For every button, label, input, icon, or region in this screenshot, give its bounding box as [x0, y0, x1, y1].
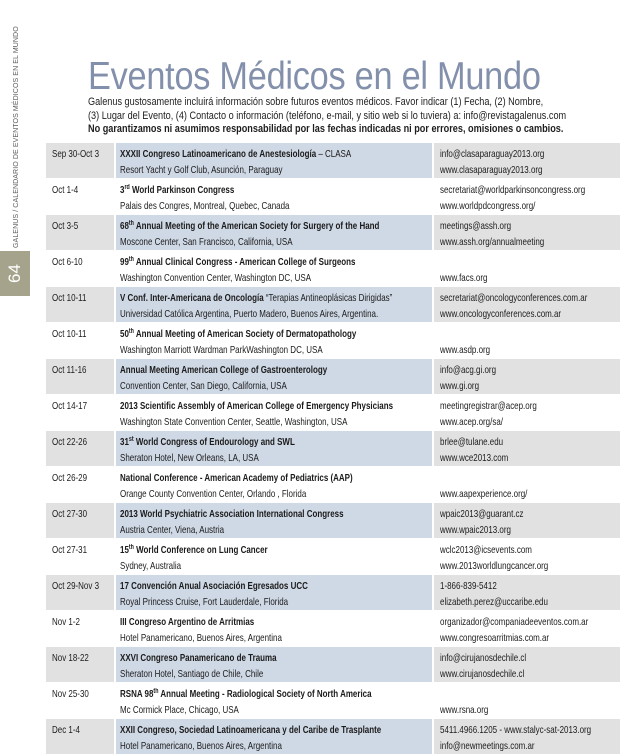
event-date: Oct 22-26 [52, 436, 88, 448]
event-title-prefix: 31 [120, 436, 129, 448]
event-title-name: V Conf. Inter-Americana de Oncología [120, 292, 264, 304]
event-title-name: XXII Congreso, Sociedad Latinoamericana y del Caribe de Trasplante [120, 724, 382, 736]
event-website: www.oncologyconferences.com.ar [440, 308, 562, 320]
page-title: Eventos Médicos en el Mundo [88, 55, 541, 98]
event-title [120, 470, 424, 486]
event-email: info@acg.gi.org [440, 364, 497, 376]
event-email [440, 686, 620, 702]
event-venue: Royal Princess Cruise, Fort Lauderdale, Florida [120, 596, 289, 608]
event-email: 1-866-839-5412 [440, 580, 497, 592]
event-info-cell [116, 683, 432, 718]
event-title-name: World Conference on Lung Cancer [133, 544, 268, 556]
event-title [120, 146, 424, 162]
event-info-cell [116, 323, 432, 358]
event-venue: Washington Marriott Wardman ParkWashington DC, USA [120, 344, 323, 356]
page-number: 64 [5, 264, 24, 283]
event-website: www.clasaparaguay2013.org [440, 164, 543, 176]
event-website: www.gi.org [440, 380, 480, 392]
event-row [46, 251, 620, 286]
event-title-subtitle: – CLASA [316, 148, 352, 160]
event-email: secretariat@oncologyconferences.com.ar [440, 292, 588, 304]
event-title-name: XXXII Congreso Latinoamericano de Anestesiología [120, 148, 317, 160]
event-title-name: National Conference - American Academy of Pediatrics (AAP) [120, 472, 353, 484]
event-contact-cell [434, 575, 620, 610]
event-contact-cell [434, 647, 620, 682]
event-date-cell [46, 719, 114, 754]
event-title-ordinal: th [153, 688, 159, 695]
event-website: www.facs.org [440, 272, 488, 284]
event-contact-cell [434, 395, 620, 430]
event-title-name: 2013 World Psychiatric Association International Congress [120, 508, 344, 520]
event-website: www.wpaic2013.org [440, 524, 511, 536]
event-title [120, 182, 424, 198]
event-date: Oct 10-11 [52, 292, 87, 304]
event-info-cell [116, 539, 432, 574]
event-row [46, 647, 620, 682]
event-row [46, 719, 620, 754]
event-website: www.wce2013.com [440, 452, 509, 464]
event-email: secretariat@worldparkinsoncongress.org [440, 184, 586, 196]
event-title-ordinal: th [128, 544, 134, 551]
event-date-cell [46, 323, 114, 358]
event-contact-cell [434, 611, 620, 646]
event-title-subtitle: “Terapias Antineoplásicas Dirigidas” [263, 292, 393, 304]
event-website: www.asdp.org [440, 344, 491, 356]
event-venue: Convention Center, San Diego, California, USA [120, 380, 287, 392]
event-title [120, 542, 424, 558]
event-website: www.rsna.org [440, 704, 489, 716]
event-info-cell [116, 503, 432, 538]
event-date-cell [46, 539, 114, 574]
event-title-ordinal: st [128, 436, 134, 443]
running-head: GALENUS / CALENDARIO DE EVENTOS MÉDICOS EN EL MUNDO [13, 26, 20, 248]
event-row [46, 503, 620, 538]
event-email: wclc2013@icsevents.com [440, 544, 532, 556]
event-contact-cell [434, 503, 620, 538]
event-website: www.acep.org/sa/ [440, 416, 503, 428]
event-venue: Austria Center, Viena, Austria [120, 524, 225, 536]
event-title-ordinal: rd [124, 184, 130, 191]
event-contact-cell [434, 467, 620, 502]
event-title [120, 254, 424, 270]
event-email: brlee@tulane.edu [440, 436, 504, 448]
event-date: Oct 26-29 [52, 472, 88, 484]
event-email [440, 326, 620, 342]
event-date-cell [46, 467, 114, 502]
event-title-name: 2013 Scientific Assembly of American College of Emergency Physicians [120, 400, 394, 412]
event-contact-cell [434, 683, 620, 718]
event-title-name: Annual Meeting - Radiological Society of North America [158, 688, 372, 700]
event-title-prefix: 3 [120, 184, 125, 196]
event-title-name: World Parkinson Congress [129, 184, 235, 196]
event-row [46, 611, 620, 646]
event-row [46, 683, 620, 718]
event-date: Oct 27-30 [52, 508, 88, 520]
intro-line-2: (3) Lugar del Evento, (4) Contacto o información (teléfono, e-mail, y sitio web si lo tuviera) a: info@revistagalenus.com [88, 109, 567, 122]
event-website: www.worldpdcongress.org/ [440, 200, 536, 212]
event-title-name: Annual Meeting American College of Gastroenterology [120, 364, 328, 376]
event-date-cell [46, 215, 114, 250]
event-contact-cell [434, 359, 620, 394]
event-date-cell [46, 503, 114, 538]
event-website: www.aapexperience.org/ [440, 488, 528, 500]
event-contact-cell [434, 719, 620, 754]
event-venue: Washington Convention Center, Washington DC, USA [120, 272, 312, 284]
event-venue: Moscone Center, San Francisco, California, USA [120, 236, 293, 248]
event-row [46, 359, 620, 394]
event-date-cell [46, 683, 114, 718]
event-row [46, 287, 620, 322]
event-title [120, 614, 424, 630]
event-title [120, 362, 424, 378]
event-date: Oct 1-4 [52, 184, 79, 196]
event-title [120, 686, 424, 702]
event-contact-cell [434, 215, 620, 250]
event-date-cell [46, 143, 114, 178]
event-date: Oct 10-11 [52, 328, 87, 340]
event-venue: Hotel Panamericano, Buenos Aires, Argentina [120, 740, 282, 752]
event-email: organizador@companiadeeventos.com.ar [440, 616, 589, 628]
intro-line-1: Galenus gustosamente incluirá información sobre futuros eventos médicos. Favor indicar (1) Fecha, (2) Nombre, [88, 96, 544, 108]
event-title-ordinal: th [128, 328, 134, 335]
event-date: Oct 29-Nov 3 [52, 580, 100, 592]
event-date: Oct 6-10 [52, 256, 83, 268]
event-info-cell [116, 647, 432, 682]
event-date: Nov 1-2 [52, 616, 80, 628]
event-venue: Washington State Convention Center, Seattle, Washington, USA [120, 416, 348, 428]
event-info-cell [116, 395, 432, 430]
event-title [120, 434, 424, 450]
intro-text [88, 95, 620, 136]
event-date: Oct 11-16 [52, 364, 87, 376]
event-title-name: XXVI Congreso Panamericano de Trauma [120, 652, 277, 664]
event-info-cell [116, 575, 432, 610]
event-title [120, 506, 424, 522]
event-date-cell [46, 611, 114, 646]
event-date: Sep 30-Oct 3 [52, 148, 100, 160]
event-venue: Orange County Convention Center, Orlando , Florida [120, 488, 307, 500]
events-table [46, 143, 620, 753]
event-website: www.congresoarritmias.com.ar [440, 632, 550, 644]
event-title [120, 218, 424, 234]
event-venue: Sydney, Australia [120, 560, 182, 572]
event-title-name: Annual Clinical Congress - American College of Surgeons [133, 256, 356, 268]
event-contact-cell [434, 287, 620, 322]
event-email: meetingregistrar@acep.org [440, 400, 537, 412]
event-email: info@cirujanosdechile.cl [440, 652, 527, 664]
event-title-name: Annual Meeting of American Society of Dermatopathology [133, 328, 357, 340]
event-info-cell [116, 431, 432, 466]
event-venue: Hotel Panamericano, Buenos Aires, Argentina [120, 632, 282, 644]
event-contact-cell [434, 251, 620, 286]
event-venue: Sheraton Hotel, New Orleans, LA, USA [120, 452, 259, 464]
event-date-cell [46, 179, 114, 214]
event-contact-cell [434, 323, 620, 358]
event-info-cell [116, 179, 432, 214]
event-row [46, 179, 620, 214]
event-date-cell [46, 395, 114, 430]
event-info-cell [116, 719, 432, 754]
event-date: Dec 1-4 [52, 724, 80, 736]
event-info-cell [116, 215, 432, 250]
event-venue: Palais des Congres, Montreal, Quebec, Canada [120, 200, 290, 212]
event-date: Nov 25-30 [52, 688, 89, 700]
event-title-prefix: 50 [120, 328, 129, 340]
event-info-cell [116, 359, 432, 394]
event-email: info@clasaparaguay2013.org [440, 148, 545, 160]
event-row [46, 323, 620, 358]
event-website: www.2013worldlungcancer.org [440, 560, 549, 572]
event-title-ordinal: th [128, 220, 134, 227]
event-info-cell [116, 611, 432, 646]
event-title-prefix: 99 [120, 256, 129, 268]
event-email: meetings@assh.org [440, 220, 512, 232]
event-contact-cell [434, 179, 620, 214]
event-row [46, 431, 620, 466]
event-date-cell [46, 575, 114, 610]
event-title [120, 290, 424, 306]
event-venue: Sheraton Hotel, Santiago de Chile, Chile [120, 668, 264, 680]
event-title [120, 326, 424, 342]
event-title [120, 650, 424, 666]
event-contact-cell [434, 539, 620, 574]
event-venue: Resort Yacht y Golf Club, Asunción, Paraguay [120, 164, 283, 176]
event-email: 5411.4966.1205 - www.stalyc-sat-2013.org [440, 724, 592, 736]
event-email [440, 470, 620, 486]
event-title-name: 17 Convención Anual Asociación Egresados UCC [120, 580, 308, 592]
event-venue: Mc Cormick Place, Chicago, USA [120, 704, 239, 716]
event-info-cell [116, 467, 432, 502]
event-row [46, 395, 620, 430]
event-row [46, 539, 620, 574]
event-date: Nov 18-22 [52, 652, 89, 664]
event-title-prefix: RSNA 98 [120, 688, 154, 700]
event-website: info@newmeetings.com.ar [440, 740, 535, 752]
event-title-name: III Congreso Argentino de Arritmias [120, 616, 255, 628]
event-date: Oct 27-31 [52, 544, 88, 556]
event-date-cell [46, 359, 114, 394]
event-row [46, 575, 620, 610]
event-email: wpaic2013@guarant.cz [440, 508, 524, 520]
event-title-name: World Congress of Endourology and SWL [133, 436, 295, 448]
event-row [46, 215, 620, 250]
event-contact-cell [434, 143, 620, 178]
event-website: www.assh.org/annualmeeting [440, 236, 545, 248]
event-venue: Universidad Católica Argentina, Puerto Madero, Buenos Aires, Argentina. [120, 308, 379, 320]
event-title [120, 578, 424, 594]
event-date: Oct 14-17 [52, 400, 88, 412]
event-title [120, 398, 424, 414]
event-row [46, 143, 620, 178]
event-title [120, 722, 424, 738]
event-date-cell [46, 251, 114, 286]
event-email [440, 254, 620, 270]
page-number-box [0, 251, 30, 296]
event-title-prefix: 68 [120, 220, 129, 232]
event-date-cell [46, 431, 114, 466]
event-info-cell [116, 287, 432, 322]
event-date: Oct 3-5 [52, 220, 79, 232]
event-row [46, 467, 620, 502]
event-title-prefix: 15 [120, 544, 129, 556]
disclaimer: No garantizamos ni asumimos responsabilidad por las fechas indicadas ni por errores, omisiones o cambios. [88, 123, 564, 135]
event-date-cell [46, 647, 114, 682]
event-date-cell [46, 287, 114, 322]
event-website: elizabeth.perez@uccaribe.edu [440, 596, 548, 608]
event-contact-cell [434, 431, 620, 466]
event-info-cell [116, 143, 432, 178]
event-info-cell [116, 251, 432, 286]
event-website: www.cirujanosdechile.cl [440, 668, 525, 680]
event-title-name: Annual Meeting of the American Society for Surgery of the Hand [133, 220, 380, 232]
event-title-ordinal: th [128, 256, 134, 263]
